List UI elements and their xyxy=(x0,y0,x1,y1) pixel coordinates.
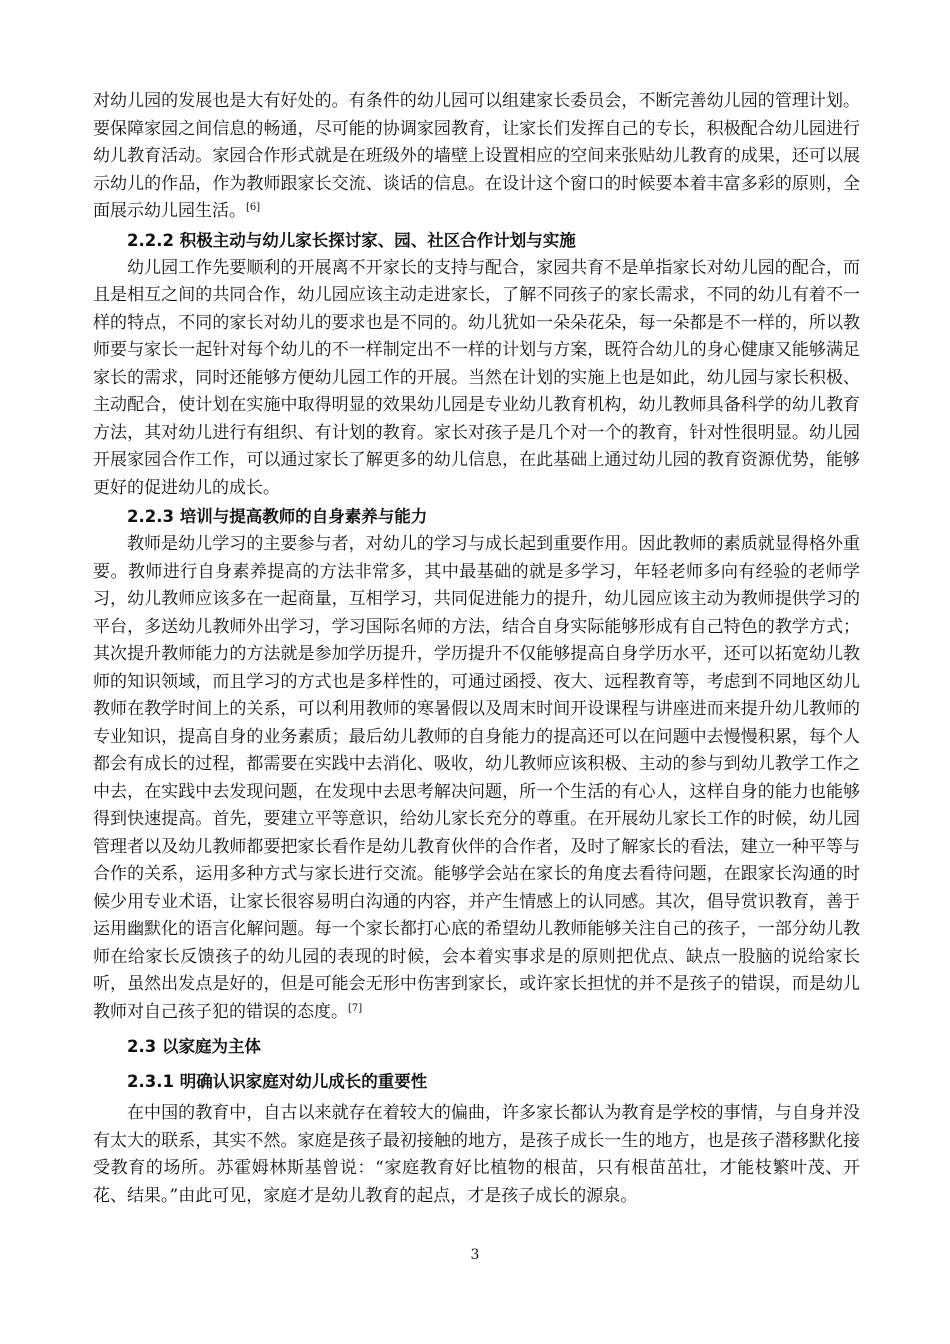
paragraph-teacher-training xyxy=(93,531,860,1026)
section-heading-2-2-3: 2.2.3 培训与提高教师的自身素养与能力 xyxy=(127,507,428,526)
paragraph-text: 对幼儿园的发展也是大有好处的。有条件的幼儿园可以组建家长委员会，不断完善幼儿园的管理计划。要保障家园之间信息的畅通，尽可能的协调家园教育，让家长们发挥自己的专长，积极配合幼儿园进行幼儿教育活动。家园合作形式就是在班级外的墙壁上设置相应的空间来张贴幼儿教育的成果，还可以展示幼儿的作品，作为教师跟家长交流、谈话的信息。在设计这个窗口的时候要本着丰富多彩的原则，全面展示幼儿园生活。 xyxy=(93,91,860,221)
paragraph-family-importance: 在中国的教育中，自古以来就存在着较大的偏曲，许多家长都认为教育是学校的事情，与自身并没有太大的联系，其实不然。家庭是孩子最初接触的地方，是孩子成长一生的地方，也是孩子潜移默化接受教育的场所。苏霍姆林斯基曾说：“家庭教育好比植物的根苗，只有根苗茁壮，才能枝繁叶茂、开花、结果。”由此可见，家庭才是幼儿教育的起点，才是孩子成长的源泉。 xyxy=(93,1103,860,1206)
section-heading-2-2-2: 2.2.2 积极主动与幼儿家长探讨家、园、社区合作计划与实施 xyxy=(127,230,576,250)
citation-ref-7: [7] xyxy=(348,1002,363,1014)
paragraph-text: 教师是幼儿学习的主要参与者，对幼儿的学习与成长起到重要作用。因此教师的素质就显得格外重要。教师进行自身素养提高的方法非常多，其中最基础的就是多学习，年轻老师多向有经验的老师学习，幼儿教师应该多在一起商量，互相学习，共同促进能力的提升，幼儿园应该主动为教师提供学习的平台，多送幼儿教师外出学习，学习国际名师的方法，结合自身实际能够形成有自己特色的教学方式；其次提升教师能力的方法就是参加学历提升，学历提升不仅能够提高自身学历水平，还可以拓宽幼儿教师的知识领域，而且学习的方式也是多样性的，可通过函授、夜大、远程教育等，考虑到不同地区幼儿教师在教学时间上的关系，可以利用教师的寒暑假以及周末时间开设课程与讲座进而来提升幼儿教师的专业知识，提高自身的业务素质；最后幼儿教师的自身能力的提高还可以在问题中去慢慢积累，每个人都会有成长的过程，都需要在实践中去消化、吸收，幼儿教师应该积极、主动的参与到幼儿教学工作之中去，在实践中去发现问题，在发现中去思考解决问题，所一个生活的有心人，这样自身的能力也能够得到快速提高。首先，要建立平等意识，给幼儿家长充分的尊重。在开展幼儿家长工作的时候，幼儿园管理者以及幼儿教师都要把家长看作是幼儿教育伙伴的合作者，及时了解家长的看法，建立一种平等与合作的关系，运用多种方式与家长进行交流。能够学会站在家长的角度去看待问题，在跟家长沟通的时候少用专业术语，让家长很容易明白沟通的内容，并产生情感上的认同感。其次，倡导赏识教育，善于运用幽默化的语言化解问题。每一个家长都打心底的希望幼儿教师能够关注自己的孩子，一部分幼儿教师在给家长反馈孩子的幼儿园的表现的时候，会本着实事求是的原则把优点、缺点一股脑的说给家长听，虽然出发点是好的，但是可能会无形中伤害到家长，或许家长担忧的并不是孩子的错误，而是幼儿教师对自己孩子犯的错误的态度。 xyxy=(93,534,860,1022)
page-number: 3 xyxy=(470,1247,480,1263)
paragraph-family-committee xyxy=(93,88,860,226)
paragraph-cooperation-plan: 幼儿园工作先要顺利的开展离不开家长的支持与配合，家园共育不是单指家长对幼儿园的配合，而且是相互之间的共同合作，幼儿园应该主动走进家长，了解不同孩子的家长需求，不同的幼儿有着不一样的特点，不同的家长对幼儿的要求也是不同的。幼儿犹如一朵朵花朵，每一朵都是不一样的，所以教师要与家长一起针对每个幼儿的不一样制定出不一样的计划与方案，既符合幼儿的身心健康又能够满足家长的需求，同时还能够方便幼儿园工作的开展。当然在计划的实施上也是如此，幼儿园与家长积极、主动配合，使计划在实施中取得明显的效果幼儿园是专业幼儿教育机构，幼儿教师具备科学的幼儿教育方法，其对幼儿进行有组织、有计划的教育。家长对孩子是几个对一个的教育，针对性很明显。幼儿园开展家园合作工作，可以通过家长了解更多的幼儿信息，在此基础上通过幼儿园的教育资源优势，能够更好的促进幼儿的成长。 xyxy=(93,257,860,498)
citation-ref-6: [6] xyxy=(246,202,261,213)
page-body xyxy=(93,88,860,1210)
section-heading-2-3: 2.3 以家庭为主体 xyxy=(127,1037,261,1056)
section-heading-2-3-1: 2.3.1 明确认识家庭对幼儿成长的重要性 xyxy=(127,1072,428,1091)
